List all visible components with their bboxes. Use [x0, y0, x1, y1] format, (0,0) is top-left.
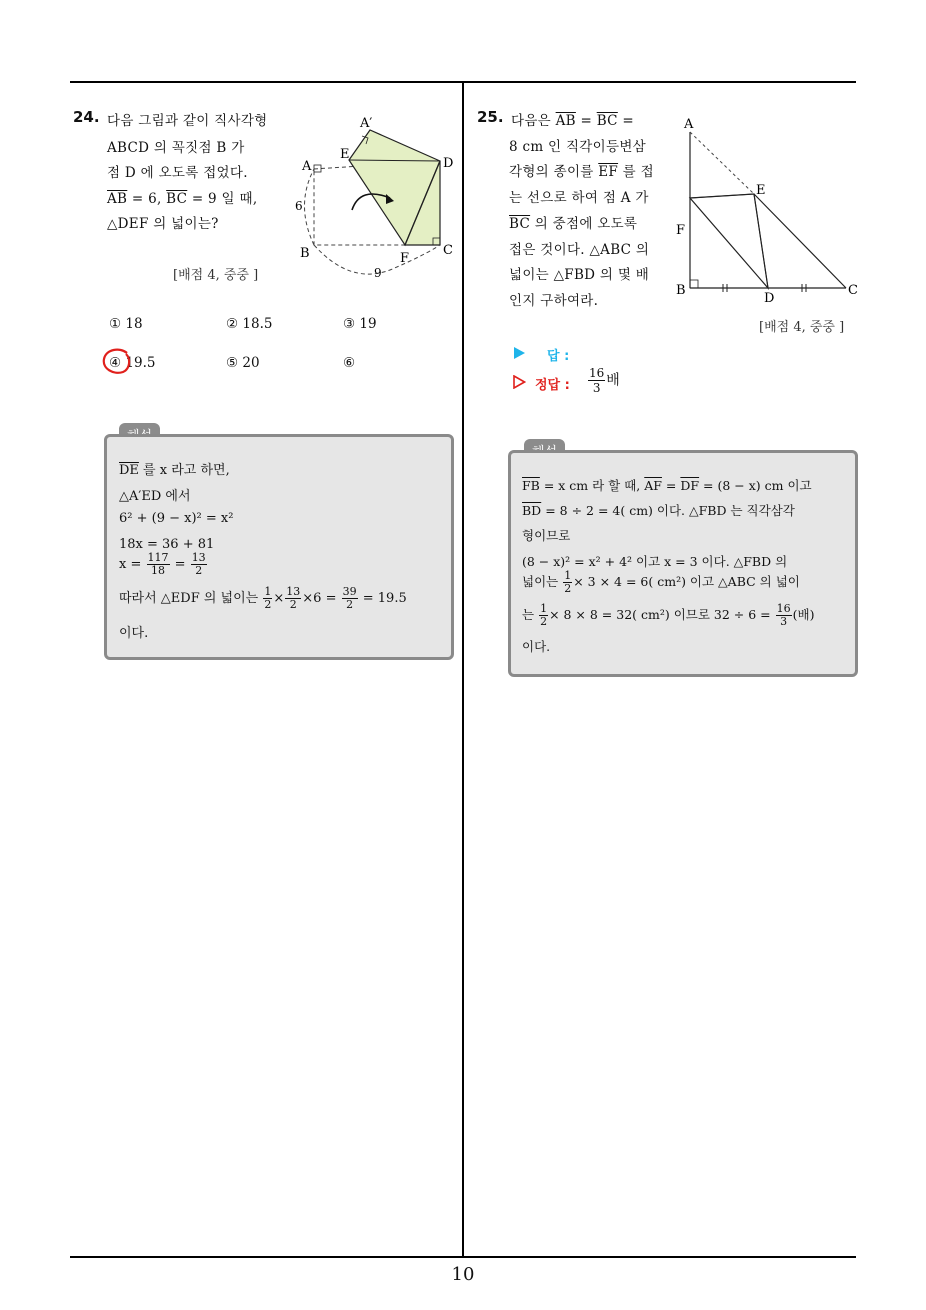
choice-1[interactable]: ① 18 — [109, 316, 143, 332]
q25-number: 25. — [477, 108, 504, 126]
q25-sol-line5: 넓이는 $\frac{1}{2}$ × 3 × 4 = 6( cm²) 이고 △ABC 의 넓이 — [522, 569, 800, 595]
choice-3[interactable]: ③ 19 — [343, 316, 377, 332]
q25-sol-line1: $\overline{FB} = x$ cm 라 할 때, $\overline{AF} = \overline{DF} = (8 - x)$ cm 이고 — [522, 478, 812, 493]
q24-condition: $\overline{AB} = 6$, $\overline{BC} = 9$ 일 때, — [107, 191, 258, 207]
label-c: C — [848, 283, 858, 298]
q24-score: [배점 4, 중중 ] — [173, 268, 259, 283]
q24-sol-line2: △A′ED 에서 — [119, 489, 191, 504]
fraction: $\frac{16}{3}$ — [589, 366, 605, 395]
q24-sol-line4: 18x = 36 + 81 — [119, 537, 215, 552]
answer-circle-mark — [100, 347, 134, 377]
label-f: F — [676, 223, 686, 238]
choice-2[interactable]: ② 18.5 — [226, 316, 273, 332]
fraction: $\frac{13}{2}$ — [286, 585, 301, 611]
label-d: D — [764, 291, 775, 306]
correct-answer-label: 정답 : — [535, 378, 570, 393]
fraction: $\frac{13}{2}$ — [191, 551, 206, 577]
label-e: E — [756, 183, 766, 198]
q24-line2: ABCD 의 꼭짓점 B 가 — [107, 140, 245, 156]
choice-5[interactable]: ⑤ 20 — [226, 355, 260, 371]
q25-sol-line3: 형이므로 — [522, 528, 571, 543]
fraction: $\frac{1}{2}$ — [564, 569, 572, 595]
outline-arrow-icon — [512, 375, 526, 389]
label-c: C — [443, 243, 453, 258]
q25-line7: 넓이는 △FBD 의 몇 배 — [509, 267, 650, 283]
q25-line1: 다음은 $\overline{AB} = \overline{BC}$ = — [511, 113, 635, 129]
segment-bc: $\overline{BC}$ — [166, 191, 188, 207]
q24-figure — [290, 110, 470, 290]
q24-sol-line6: 따라서 △EDF 의 넓이는 $\frac{1}{2}$ × $\frac{13}{2}$ ×6 = $\frac{39}{2}$ = 19.5 — [119, 585, 407, 611]
label-e: E — [340, 147, 350, 162]
q25-line4: 는 선으로 하여 점 A 가 — [509, 190, 649, 206]
q25-line6: 접은 것이다. △ABC 의 — [509, 242, 650, 258]
label-a: A — [684, 117, 694, 132]
label-side-6: 6 — [295, 199, 303, 213]
q25-score: [배점 4, 중중 ] — [759, 320, 845, 335]
fraction: $\frac{39}{2}$ — [342, 585, 357, 611]
label-a-prime: A′ — [360, 116, 373, 131]
q24-sol-line3: 6² + (9 − x)² = x² — [119, 511, 234, 526]
q24-line1: 다음 그림과 같이 직사각형 — [107, 113, 268, 129]
q25-line2: 8 cm 인 직각이등변삼 — [509, 139, 647, 155]
q24-sol-line7: 이다. — [119, 626, 149, 641]
label-b: B — [300, 246, 310, 261]
label-b: B — [676, 283, 686, 298]
q24-number: 24. — [73, 108, 100, 126]
q24-sol-line5: x = $\frac{117}{18}$ = $\frac{13}{2}$ — [119, 551, 206, 577]
label-d: D — [443, 156, 454, 171]
bottom-rule — [70, 1256, 856, 1258]
q25-figure — [670, 112, 865, 307]
q25-sol-line6: 는 $\frac{1}{2}$ × 8 × 8 = 32( cm²) 이므로 32 ÷ 6 = $\frac{16}{3}$ (배) — [522, 602, 815, 628]
q25-line3: 각형의 종이를 $\overline{EF}$ 를 접 — [509, 164, 654, 180]
fraction: $\frac{16}{3}$ — [776, 602, 791, 628]
choice-6[interactable]: ⑥ — [343, 355, 356, 371]
fraction: $\frac{117}{18}$ — [147, 551, 169, 577]
q25-line8: 인지 구하여라. — [509, 293, 599, 309]
fraction: $\frac{1}{2}$ — [540, 602, 548, 628]
q25-sol-line4: (8 − x)² = x² + 4² 이고 x = 3 이다. △FBD 의 — [522, 554, 788, 569]
choice-4[interactable]: ④ 19.5 — [109, 355, 156, 371]
q24-question: △DEF 의 넓이는? — [107, 216, 219, 232]
play-arrow-icon — [512, 346, 526, 360]
page-number: 10 — [451, 1264, 475, 1285]
fraction: $\frac{1}{2}$ — [264, 585, 272, 611]
q25-line5: $\overline{BC}$ 의 중점에 오도록 — [509, 216, 638, 232]
q25-sol-line2: $\overline{BD} = 8 \div 2 = 4$( cm) 이다. △FBD 는 직각삼각 — [522, 503, 795, 518]
segment-ab: $\overline{AB}$ — [107, 191, 128, 207]
q24-line3: 점 D 에 오도록 접었다. — [107, 165, 248, 181]
label-f: F — [400, 251, 410, 266]
label-a: A — [302, 159, 312, 174]
label-side-9: 9 — [374, 266, 382, 280]
q25-sol-line7: 이다. — [522, 639, 551, 654]
correct-answer-value: $\frac{16}{3}$ 배 — [589, 366, 620, 395]
q24-sol-line1: $\overline{DE}$ 를 x 라고 하면, — [119, 463, 230, 478]
answer-label: 답 : — [547, 349, 570, 364]
